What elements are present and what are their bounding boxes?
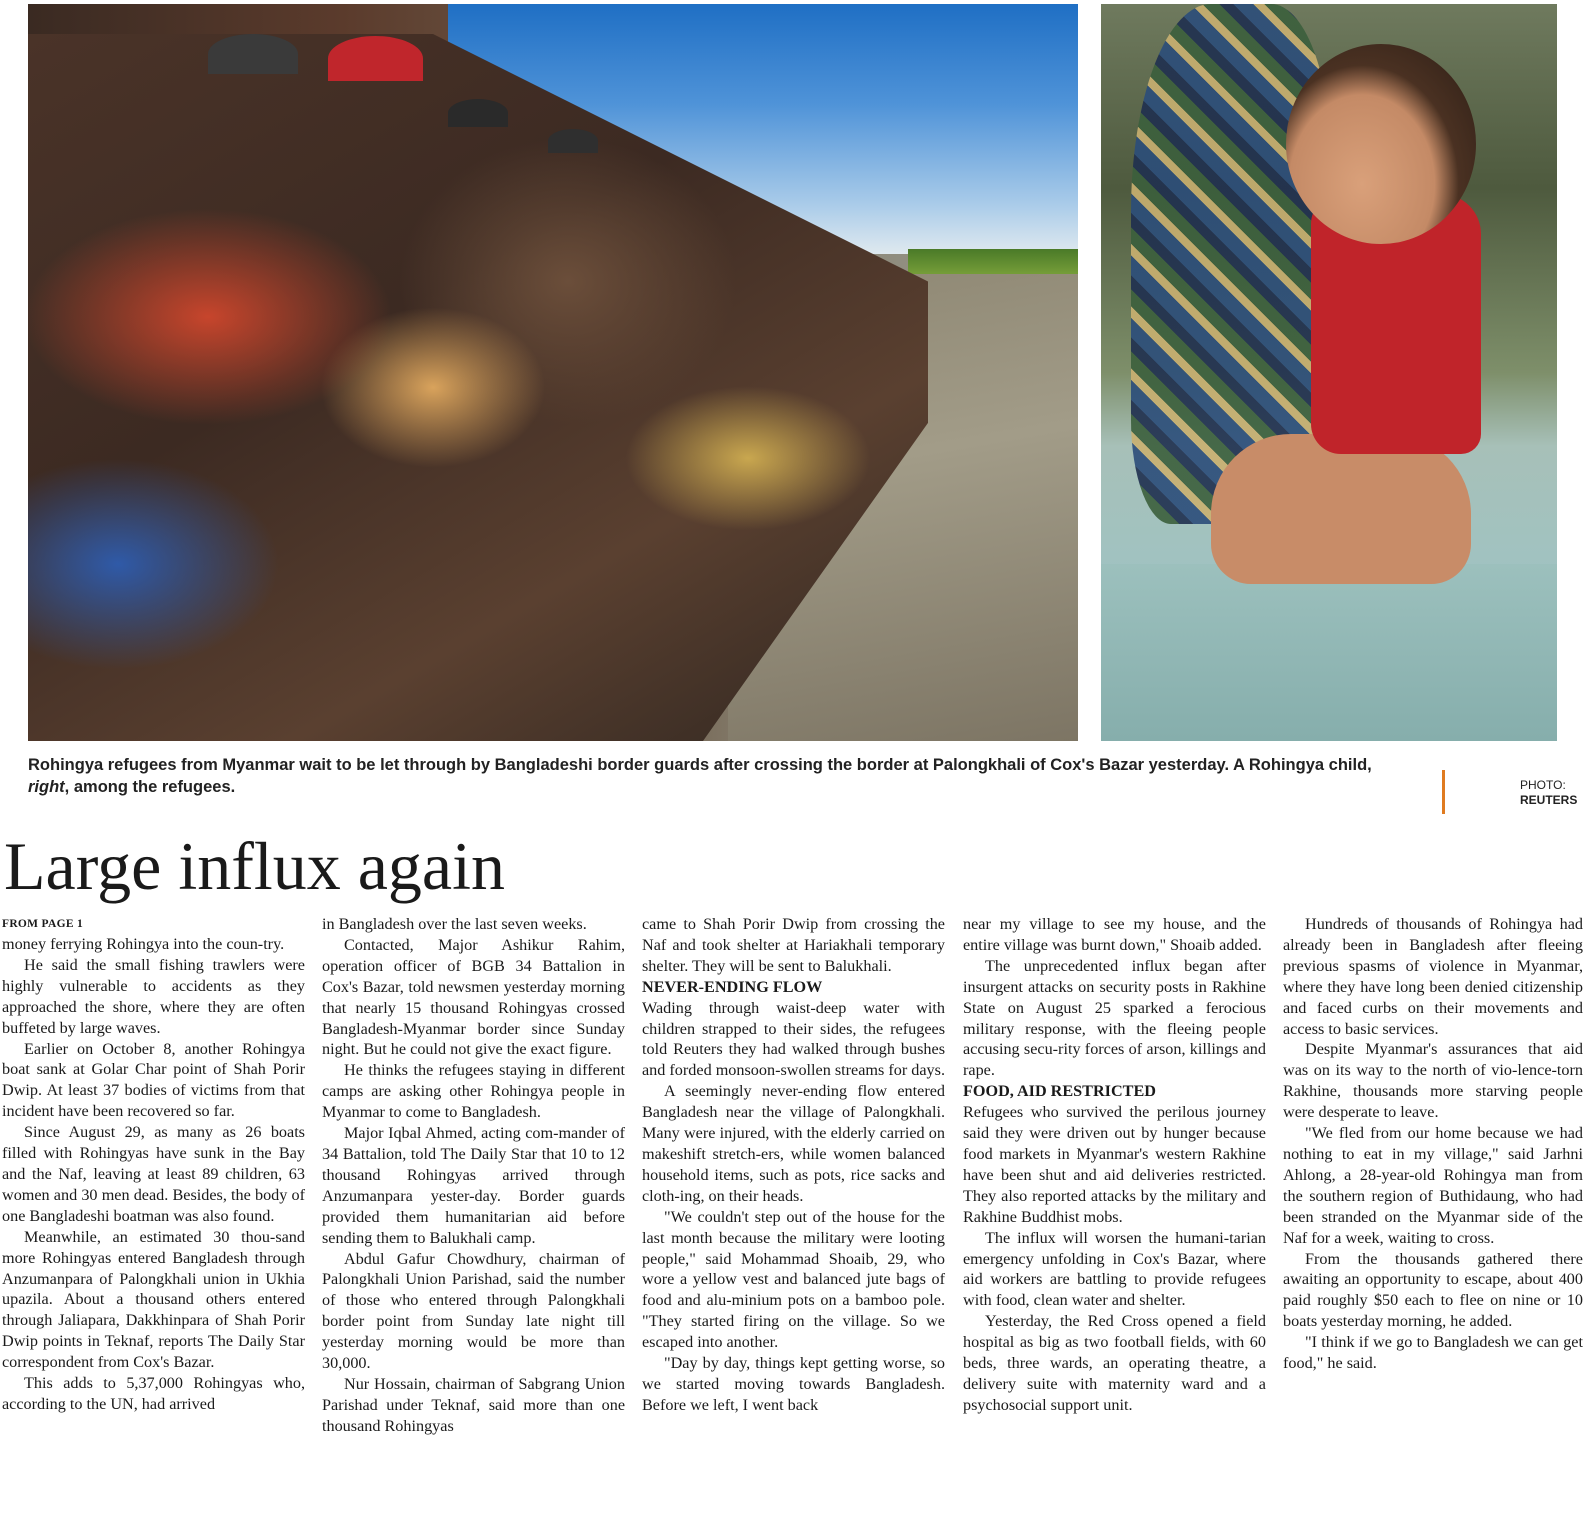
umbrella-shape xyxy=(548,129,598,153)
paragraph: Despite Myanmar's assurances that aid was on its way to the north of vio-lence-torn Rakhine, thousands more starving people were desperate to leave. xyxy=(1283,1040,1583,1122)
paragraph: Nur Hossain, chairman of Sabgrang Union Parishad under Teknaf, said more than one thousand Rohingyas xyxy=(322,1374,625,1435)
article-column-3 xyxy=(642,914,945,1416)
paragraph: Since August 29, as many as 26 boats filled with Rohingyas have sunk in the Bay and the Naf, leaving at least 89 children, 63 women and 30 men dead. Besides, the body of one Bangladeshi boatman was also found. xyxy=(2,1123,305,1225)
paragraph: "Day by day, things kept getting worse, so we started moving towards Bangladesh. Before we left, I went back xyxy=(642,1354,945,1414)
article-column-2 xyxy=(322,914,625,1437)
photo-mud xyxy=(1101,564,1557,741)
paragraph: "We couldn't step out of the house for the last month because the military were looting people," said Mohammad Shoaib, 29, who wore a yellow vest and balanced jute bags of food and alu-minium pots on a bamboo pole. "They started firing on the village. So we escaped into another. xyxy=(642,1207,945,1352)
photo-credit xyxy=(1520,778,1577,808)
paragraph: "We fled from our home because we had nothing to eat in my village," said Jarhni Ahlong, a 28-year-old Rohingya man from the southern region of Buthidaung, who had been stranded on the Myanmar side of the Naf for a week, waiting to cross. xyxy=(1283,1124,1583,1247)
subhead-never-ending-flow: NEVER-ENDING FLOW xyxy=(642,977,823,996)
paragraph: Meanwhile, an estimated 30 thou-sand more Rohingyas entered Bangladesh through Anzumanpara of Palongkhali union in Ukhia upazila. About a thousand others entered through Jaliapara, Dakkhinpara of Shah Porir Dwip points in Teknaf, reports The Daily Star correspondent from Cox's Bazar. xyxy=(2,1227,305,1372)
caption-divider xyxy=(1442,770,1445,814)
paragraph: He thinks the refugees staying in different camps are asking other Rohingya people in Myanmar to come to Bangladesh. xyxy=(322,1061,625,1122)
paragraph: A seemingly never-ending flow entered Bangladesh near the village of Palongkhali. Many were injured, with the elderly carried on makeshift stretch-ers, while women balanced household items, such as pots, rice sacks and cloth-ing, on their heads. xyxy=(642,1082,945,1205)
subhead-food-aid-restricted: FOOD, AID RESTRICTED xyxy=(963,1082,1156,1101)
article-column-1 xyxy=(2,914,305,1415)
paragraph: Abdul Gafur Chowdhury, chairman of Palongkhali Union Parishad, said the number of those who entered through Palongkhali border point from Sunday late night till yesterday morning would be more than 30,000. xyxy=(322,1249,625,1373)
paragraph: Yesterday, the Red Cross opened a field hospital as big as two football fields, with 60 beds, three wards, an operating theatre, a delivery suite with maternity ward and a psychosocial support unit. xyxy=(963,1312,1266,1414)
paragraph: He said the small fishing trawlers were highly vulnerable to accidents as they approached the shore, where they are often buffeted by large waves. xyxy=(2,955,305,1037)
paragraph: Refugees who survived the perilous journey said they were driven out by hunger because food markets in Myanmar's western Rakhine have been shut and aid deliveries restricted. They also reported attacks by the military and Rakhine Buddhist mobs. xyxy=(963,1103,1266,1226)
kicker: FROM PAGE 1 xyxy=(2,918,84,930)
photo-leg xyxy=(1211,434,1471,584)
paragraph: "I think if we go to Bangladesh we can get food," he said. xyxy=(1283,1333,1583,1373)
paragraph: came to Shah Porir Dwip from crossing the Naf and took shelter at Hariakhali temporary shelter. They will be sent to Balukhali. xyxy=(642,915,945,975)
paragraph: Hundreds of thousands of Rohingya had already been in Bangladesh after fleeing previous spasms of violence in Myanmar, where they have long been denied citizenship and faced curbs on their movements and access to basic services. xyxy=(1283,915,1583,1038)
rohingya-child-photo xyxy=(1101,4,1557,741)
paragraph: near my village to see my house, and the entire village was burnt down," Shoaib added. xyxy=(963,915,1266,954)
article-column-4 xyxy=(963,914,1266,1416)
paragraph: The unprecedented influx began after insurgent attacks on security posts in Rakhine State on August 25 sparked a ferocious military response, with the fleeing people accusing secu-rity forces of arson, killings and rape. xyxy=(963,956,1266,1080)
paragraph: Earlier on October 8, another Rohingya boat sank at Golar Char point of Shah Porir Dwip. At least 37 bodies of victims from that incident have been recovered so far. xyxy=(2,1039,305,1121)
refugees-crossing-photo xyxy=(28,4,1078,741)
paragraph: The influx will worsen the humani-tarian emergency unfolding in Cox's Bazar, where aid workers are battling to provide refugees with food, clean water and shelter. xyxy=(963,1228,1266,1310)
credit-label: PHOTO: xyxy=(1520,778,1566,792)
paragraph: Major Iqbal Ahmed, acting com-mander of 34 Battalion, told The Daily Star that 10 to 12 thousand Rohingyas arrived through Anzumanpara yester-day. Border guards provided them humanitarian aid before sending them to Balukhali camp. xyxy=(322,1124,625,1247)
paragraph: This adds to 5,37,000 Rohingyas who, according to the UN, had arrived xyxy=(2,1374,305,1413)
paragraph: From the thousands gathered there awaiting an opportunity to escape, about 400 paid roughly $50 each to flee on nine or 10 boats yesterday morning, he added. xyxy=(1283,1249,1583,1331)
paragraph: money ferrying Rohingya into the coun-try. xyxy=(2,935,285,953)
paragraph: Wading through waist-deep water with children strapped to their sides, the refugees told Reuters they had walked through bushes and forded monsoon-swollen streams for days. xyxy=(642,998,946,1080)
umbrella-shape xyxy=(448,99,508,127)
paragraph: in Bangladesh over the last seven weeks. xyxy=(322,915,587,933)
caption-italic: right xyxy=(28,778,65,796)
article-column-5 xyxy=(1283,914,1583,1374)
credit-source: REUTERS xyxy=(1520,793,1578,807)
photo-caption xyxy=(28,754,1398,798)
caption-text-end: , among the refugees. xyxy=(64,778,236,796)
caption-text: Rohingya refugees from Myanmar wait to be let through by Bangladeshi border guards after crossing the border at Palongkhali of Cox's Bazar yesterday. A Rohingya child, xyxy=(28,756,1372,774)
photo-head xyxy=(1286,44,1476,244)
headline: Large influx again xyxy=(4,828,506,904)
umbrella-shape xyxy=(328,36,423,81)
paragraph: Contacted, Major Ashikur Rahim, operation officer of BGB 34 Battalion in Cox's Bazar, told newsmen yesterday morning that nearly 15 thousand Rohingyas crossed Bangladesh-Myanmar border since Sunday night. But he could not give the exact figure. xyxy=(322,935,625,1059)
umbrella-shape xyxy=(208,34,298,74)
